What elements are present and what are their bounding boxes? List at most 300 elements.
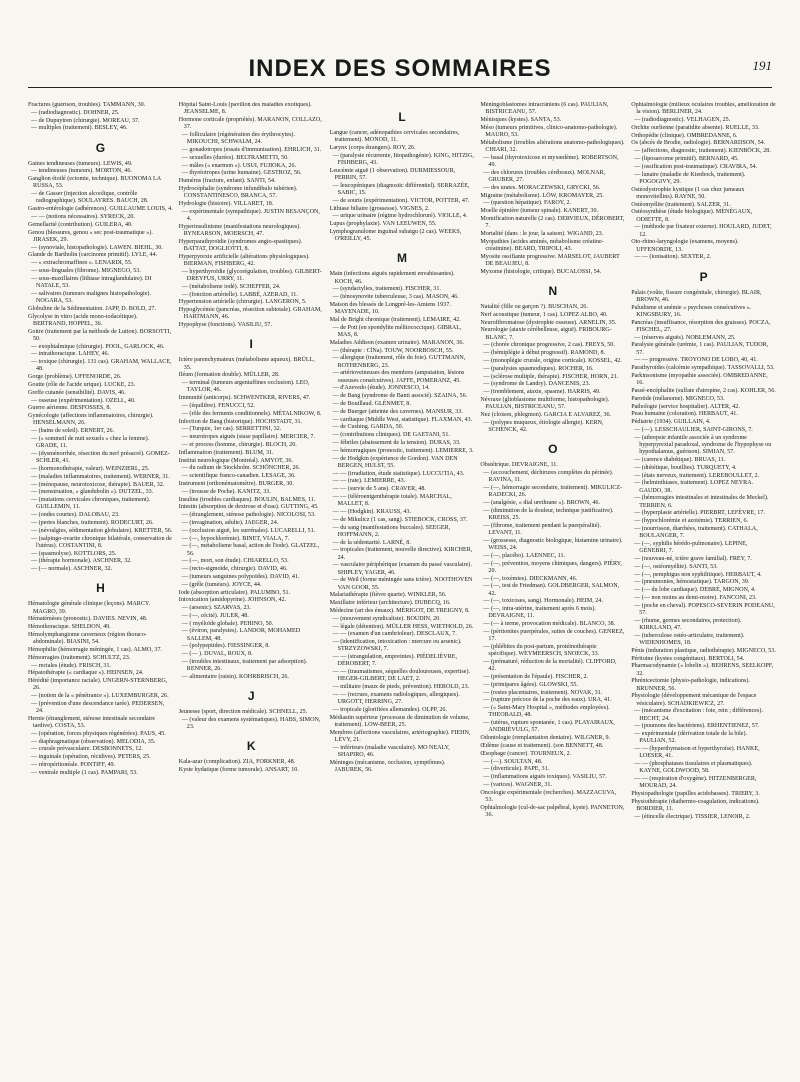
index-entry: Mal de Bright chronique (traitement). LEMAIRE, 42.: [329, 316, 461, 323]
index-entry: — — (strangulation, empreintes). PIÉDELIÈVRE, DÉROBERT, 7.: [332, 654, 457, 668]
index-entry: Intestin (absorption de dextrose et d'eau). GUTTING, 45.: [178, 504, 319, 511]
index-entry: Hémothoracique. SHELDON, 49.: [28, 624, 111, 631]
index-entry: — (primipares âgées). GLOWSKI, 55.: [483, 681, 578, 688]
index-entry: — (syndrome de Landry). DANCENIS, 23.: [483, 381, 591, 388]
index-entry: Hydrocéphalie (syndrome infundibulo tubérien). CONSTANTINESCO, BRANCA, 57.: [178, 185, 298, 200]
index-entry: — (péritonites puerpérales, suites de couches). GENREZ, 17.: [483, 628, 625, 643]
index-entry: Odontologie (remplantation dentaire). WILGNER, 9.: [480, 735, 611, 742]
index-entry: — sous-linguales (fibrome). MIGNEGO, 53.: [31, 267, 141, 274]
index-entry: Membres (affections vasculaires, artériographie). FIEHN, LÉVY, 21.: [329, 729, 471, 743]
index-entry: — urique urinaire (régime hydrochloruré). VIOLLE, 4.: [332, 213, 468, 220]
page-title: INDEX DES SOMMAIRES: [248, 55, 552, 82]
index-entry: Hématologie générale clinique (leçons). MARCY. MAGRO, 39.: [28, 601, 151, 615]
index-entry: — tropicale (glorifiées allemandes). OLPP, 26.: [332, 706, 447, 713]
index-entry: — (diminution de la douleur, technique justificative). KREISS, 25.: [483, 507, 614, 521]
index-entry: Péritoine (kystes congénitaux). BERTOLI, 54.: [631, 655, 745, 662]
index-entry: Myxome (histologie, critique). BUCALOSSI, 54.: [480, 268, 602, 275]
index-entry: — (ténosynovite tuberculeuse, 3 cas). MASON, 46.: [332, 294, 459, 301]
index-entry: Maison des blessés de Longpré-les-Amiens 1937. MAYENADE, 10.: [329, 301, 451, 316]
index-entry: — (ondes courtes). DALOBAU, 23.: [31, 512, 120, 519]
index-entry: Hémorragies (traitement). SCHULTZ, 23.: [28, 654, 131, 661]
index-entry: — — (rate). LEMIERRE, 43.: [332, 478, 406, 485]
index-entry: — (prématuré, réduction de la mortalité). CLIFFORD, 42.: [483, 658, 617, 673]
index-entry: — (identification, intoxication : mercure ou arsenic). STRZYZOWSKI, 7.: [332, 639, 462, 653]
index-entry: — thyréotropes (urine humaine). GESTROZ, 56.: [181, 170, 302, 177]
entry-list: [330, 271, 475, 774]
index-entry: Hématémèses (pronostic). DAVIES. NEVIN, 48.: [28, 616, 148, 623]
index-entry: Hormone corticale (propriétés). MARANON, COLLAZO, 37.: [178, 117, 322, 131]
index-entry: Maladies Addison (examen urinaire). MARANON, 36.: [329, 339, 464, 346]
index-entry: — des chlorures (troubles cérébraux). MOLNAR, GRUBER, 27.: [483, 169, 606, 183]
page-header: [28, 54, 772, 94]
index-entry: Instrument (orthonématomètre). BURGER, 30.: [178, 480, 294, 487]
index-entry: Infection de Bang (historique). HOCHSTADT, 31.: [178, 418, 303, 425]
index-entry: Passé-encéphalite (sulfate d'atropine, 2 cas). KOHLER, 56.: [631, 387, 776, 394]
index-entry: — (— à terme, provocation médicale). BLANCO, 38.: [483, 621, 616, 628]
index-entry: — folliculaire (régénération des érythrocytes). MIKOUCHI, SCHWALM, 24.: [181, 132, 295, 146]
section-letter: M: [396, 251, 407, 266]
index-entry: Hépatothérapie (« cardiaque »). HEINSEN, 24.: [28, 670, 144, 677]
index-entry: — (fibrome, traitement pendant la puerpéralité). LEVANT, 11.: [483, 522, 601, 536]
index-entry: — (valeur des examens systématiques). HABS, SIMON, 23.: [181, 717, 321, 731]
index-entry: — (pneumonies, hémostatique). TARGON, 39.: [634, 579, 750, 586]
entry-list: [28, 601, 173, 777]
index-entry: — « extrachromaffines ». LENARDI, 55.: [31, 260, 133, 267]
index-entry: Os (abcès de Brodie, radiologie). BERNARDSON, 54.: [631, 140, 766, 147]
entry-list: [179, 102, 324, 329]
index-entry: — (inflammations aiguës toxiques). VASILIU, 57.: [483, 774, 607, 781]
index-column-1: [28, 102, 173, 1072]
index-entry: — du radium de Stockholm. SCHÖNCHER, 26.: [181, 465, 301, 472]
index-entry: — — (ionisation). SEXTER, 2.: [634, 254, 712, 261]
index-entry: Hypophyse (fonctions). VASILIU, 57.: [178, 322, 273, 329]
index-entry: — sous-maxillaires (lithiase intraglandulaire). DI NATALE, 53.: [31, 275, 152, 289]
index-entry: — (Turquie, 1er cas). SERRETTINI, 32.: [181, 426, 282, 433]
index-entry: — (hyperplasie artérielle). PIERBRT, LEFÈVRE, 17.: [634, 510, 765, 517]
index-entry: Main (infections aiguës rapidement envahissantes). KOCH, 46.: [329, 271, 455, 285]
index-entry: — basal (thyrotoxicose et myxœdème). ROBERTSON, 49.: [483, 154, 619, 168]
index-entry: Médecine (art des émaux). MÉRIGOT, DE TREIGNY, 8.: [329, 607, 470, 614]
index-entry: Gastro-entérologie (adhérences). GUILLAUME LOUIS, 4.: [28, 206, 173, 213]
section-letter: I: [249, 337, 253, 352]
index-entry: — ( myéloïde globale). PEHINO, 50.: [181, 620, 274, 627]
index-entry: Ostéodystrophie kystique (1 cas chez jumeaux monovitellins). RAYNE, 50.: [631, 186, 745, 200]
index-entry: — — (examen d'un cambrioleur). DESCLAUX, 7.: [332, 631, 457, 638]
index-entry: — (rupture précoce de la poche des eaux). URA, 41.: [483, 697, 612, 704]
index-entry: Hyperparathyroïdie (syndromes angio-spastiques). BATTAT, DOGLIOTTI, 8.: [178, 238, 303, 252]
index-entry: Glycolyse in vitro (acide mono-iodacétique). BERTRAND, HOPPEL, 36.: [28, 313, 138, 327]
header-rule: [28, 87, 772, 88]
index-entry: — (—, mort, son étude). CHIARELLO, 53.: [181, 558, 289, 565]
index-entry: Jeunesse (sport, direction médicale). SCHNELL, 25.: [178, 709, 308, 716]
index-entry: Ostéomyélite (traitement). SALZER, 31.: [631, 201, 731, 208]
index-entry: — (liposarcome primitif). BERNARD, 45.: [634, 155, 739, 162]
index-entry: Hydrologie (histoire). VILLARET, 18.: [178, 200, 274, 207]
index-entry: Nez (cloison, phlegmon). GARCIA E ALVAREZ, 36.: [480, 411, 612, 418]
index-entry: Névraxe (glioblastome multiforme, histopathologie). PAULIAN, BISTRICEANU, 57.: [480, 396, 610, 411]
index-entry: — (— ). DUVAL, ROUX, 8.: [181, 651, 253, 658]
index-entry: — — progressive. TROYONO DE LOBO, 40, 41.: [634, 357, 758, 364]
index-entry: — (étranglement, sténose pathologie). NICOLOSI, 53.: [181, 512, 316, 519]
index-entry: Ostéosynthèse (étude biologique). MÉNÉGAUX, ODIETTE, 8.: [631, 209, 753, 223]
index-entry: — (synoviale, histopathologie). LAWEN. BIEHL, 30.: [31, 244, 163, 251]
index-entry: — militaire (maux de pieds, prévention). HEROLD, 23.: [332, 684, 470, 691]
index-entry: Globuline de la Sédimentation. JAPP, D. BOLD, 27.: [28, 305, 156, 312]
index-entry: — (maladies inflammatoires, traitement). WERNER, 31.: [31, 473, 170, 480]
index-entry: — — (recrues, examens radiologiques, allergiques). URGOTT, HERRING, 27.: [332, 691, 460, 706]
index-entry: — — (Hodgkin). KRAUSS, 43.: [332, 508, 411, 515]
index-entry: Oncologie expérimentale (recherches). MAZZACUVA, 53.: [480, 789, 617, 803]
index-entry: Pédiatrie (1934). GUILLAIN, 4.: [631, 419, 711, 426]
index-entry: Institut neurologique (Montréal). AMYOT, 36.: [178, 457, 293, 464]
index-entry: — neurotropes aiguës (stase papillaire). MERCIER, 7.: [181, 434, 315, 441]
index-entry: — de Weil (forme méningée sans ictère). NOOTHOVEN VAN GOOR, 55.: [332, 577, 473, 591]
index-entry: Myopathies (acides aminés, métabolisme créatine-créatinine). BEARD, TRIPOLI, 43.: [480, 238, 604, 252]
index-entry: — — (notions nécessaires). SYRECK, 20.: [31, 213, 135, 220]
index-entry: — (prévention d'une descendance tarée). PEDERSEN, 24.: [31, 700, 165, 715]
index-entry: — (poumons des bactériens). ERHENTIENEZ, 57.: [634, 723, 760, 730]
index-entry: — (hormonothérapie, valeur). WEINZIERL, 25.: [31, 465, 150, 472]
index-entry: — (« Saint-Mary Hospital », méthodes employées). THEOBALD, 48.: [483, 705, 610, 719]
index-entry: Paludisme et anémie « psychoses consécutives ». KINGSBURY, 16.: [631, 304, 752, 318]
index-entry: Intoxication (amidopyrine). JOHNSON, 42.: [178, 597, 287, 604]
index-entry: — ventrale multiple (1 cas). PAMPARI, 53.: [31, 769, 138, 776]
index-entry: — (invagination, adulte). JAEGER, 24.: [181, 519, 279, 526]
index-entry: — (ossification post-traumatique). CRAVIRA, 54.: [634, 163, 758, 170]
index-entry: — de la sédentarité. LARNÉ, 8.: [332, 539, 411, 546]
index-entry: — expérimentale (dérivation totale de la bile). PAULIAN, 52.: [634, 731, 748, 745]
index-entry: — de Bouillaud. GLÉNMET, 8.: [332, 400, 411, 407]
index-entry: — (utérus, rupture spontanée, 1 cas). PLAYAIRAUX, ANDRIÉVULG, 57.: [483, 720, 615, 734]
index-entry: — gonadotropes (essais d'immunisation). EHRLICH, 31.: [181, 147, 322, 153]
entry-list: [179, 357, 324, 681]
index-entry: — (restes placentaires, traitement). NOVAK, 31.: [483, 689, 603, 696]
index-entry: Parotide (mélanome). MIGNECO, 53.: [631, 395, 725, 402]
index-entry: Méso (tumeurs primitives, clinico-anatomo-pathologie). MAURO, 53.: [480, 124, 618, 138]
index-entry: Moelle épinière (tumeur spinale). KANERT, 30.: [480, 208, 599, 215]
index-entry: Gynécologie (affections inflammatoires, chirurgie). HENSELMANN, 26.: [28, 413, 154, 427]
index-entry: — toxique (chirurgie). 131 cas). GRAHAM, WALLACE, 48.: [31, 359, 172, 373]
index-entry: — (diverticule). PAPE, 31.: [483, 766, 550, 773]
index-entry: — (diététique, bouillies). TURQUETY, 4.: [634, 464, 737, 471]
index-entry: — (radiodiagnostic). VELHAGEN, 25.: [634, 117, 731, 123]
index-entry: — (notion de la « pénétrance »). LUXEMBURGER, 26.: [31, 693, 169, 700]
index-entry: Hyperpyrexie artificielle (altérations physiologiques). BIERMAN, FISHBERG, 42.: [178, 253, 310, 267]
index-entry: Hôpital Saint-Louis (pavillon des maladies exotiques). JEANSELME, 8.: [178, 102, 312, 116]
index-entry: — leucopéniques (diagnostic différentiel). SERRAZÉE, SABIC, 15.: [332, 182, 470, 196]
index-entry: — (—). SOULTAN, 48.: [483, 758, 543, 765]
index-entry: — (poche en cheval). POPESCO-SEVERIN PODEANU, 57.: [634, 602, 775, 616]
index-entry: Hernie (étranglement, sténose intestinale secondaire tardive). COSTA, 53.: [28, 715, 156, 730]
index-entry: — lunaire (maladie de Kienbock, traitement). POGOGIVY, 29.: [634, 171, 746, 185]
index-entry: — multiples (traitement). BESLEY, 46.: [31, 125, 128, 132]
entry-list: [631, 290, 776, 822]
entry-list: [631, 102, 776, 262]
index-entry: — scientifique franco-canadien. LESAGE, 36.: [181, 473, 296, 480]
index-entry: — — (téléroentgenthérapie totale). MARCHAL, MALLET, 8.: [332, 493, 452, 508]
index-entry: Hémolymphangiome caverneux (région thoraco-abdominale). BIASINI, 54.: [28, 631, 147, 646]
index-entry: — (états nerveux, traitement). LEREBOULLET, 2.: [634, 472, 760, 479]
index-entry: — (tumeurs sanguines polypoïdes). DAVID, 41.: [181, 573, 300, 580]
index-entry: — de Dupuytren (chirurgie). MOREAU, 37.: [31, 117, 140, 124]
index-entry: — — (irradiation, étude statistique). LUCCUTIA, 43.: [332, 470, 465, 477]
index-entry: Greffe cutanée (sensibilité). DAVIS, 46.: [28, 389, 126, 396]
index-entry: Phrénicectomie (physio-pathologie, indications). BRUNNER, 56.: [631, 678, 750, 692]
index-entry: — inférieurs (maladie vasculaire). MO NEALY, SHAPIRO, 46.: [332, 744, 450, 758]
index-entry: — (rôle des ferments conditionnels). MÉTALNIKOW, 8.: [181, 410, 322, 417]
index-entry: — (paralysie récurrente, Ittopathogénie). KING, HITZIG, FISHBERG, 43.: [332, 152, 474, 166]
entry-list: [330, 130, 475, 243]
index-entry: Neurologie (ataxie cérébelleuse, aiguë). FRIBOURG-BLANC, 7.: [480, 327, 612, 341]
index-entry: Œsophage (cancer). TOURNEUX, 2.: [480, 750, 572, 757]
index-entry: — (—, prévention, moyens chimiques, dangers). PIÉRY, 20.: [483, 560, 622, 574]
index-entry: — (présentation de l'épaule). FISCHER, 2.: [483, 673, 589, 680]
index-entry: — (mécanisme d'excitation : foie, rein ; différences). HECHT, 24.: [634, 708, 763, 722]
index-entry: Goutte (rôle de l'acide urique). LUCKE, 23.: [28, 381, 136, 388]
index-entry: — (nourrisson, diarrhées, traitement). CATHALA, BOULANGER, 7.: [634, 525, 758, 540]
index-entry: Hyperinsulinisme (manifestations neurologiques). RYNEARSON, MOERSCH, 47.: [178, 223, 301, 237]
index-entry: Hypertension artérielle (chirurgie). LANGERON, 5.: [178, 299, 307, 306]
index-entry: Humérus (fracture, enfant). SANTI, 54.: [178, 178, 276, 185]
index-entry: — — (respiration d'oxygène). HITZENBERGER, MOURAD, 24.: [634, 776, 757, 790]
index-entry: Orchite ourlienne (paratidite absente). RUELLE, 33.: [631, 124, 760, 131]
index-entry: — terminal (tumeurs argentaffines occlusion). LEO, TAYLOR, 46.: [181, 380, 310, 394]
index-entry: Parkinsonisme (myopathie associée). OMBREDANNE, 16.: [631, 372, 768, 387]
index-entry: Goitre (traitement par la méthode de Lutton). BORSOTTI, 50.: [28, 328, 171, 342]
index-entry: Physiopathologie (papilles acidobasses). TRIERY, 3.: [631, 791, 760, 798]
index-entry: — hyperthyroïdie (glycorégulation, troubles). GILBERT-DREYFUS, URRY, 11.: [181, 268, 322, 282]
index-entry: — (question hépatique). FAROY, 2.: [483, 200, 572, 207]
index-entry: — de Bang (syndrome de Banti associé). SZAINA, 56.: [332, 393, 468, 400]
index-entry: Peau humaine (coloration). HERBAUT, 41.: [631, 411, 738, 418]
index-entry: — osseuse (expérimentation). OZELL, 40.: [31, 397, 136, 404]
index-entry: — (—, hémorragie secondaire, traitement). MIKULICZ-RADECKI, 26.: [483, 484, 623, 499]
index-entry: Glande de Bartholin (carcinome primitif). LYLE, 44.: [28, 252, 158, 259]
index-entry: — (affections, diagnostic, traitement). KIENBÖCK, 28.: [634, 148, 771, 155]
index-entry: — (— non moins au demi-moire). FANCONI, 23.: [634, 594, 757, 601]
index-entry: Pénis (induration plastique, radiothérapie). MIGNECO, 53.: [631, 647, 776, 654]
index-entry: Myosite ossifiante progressive. MARSELOT, JAUBERT DE BEAUJEU, 8.: [480, 253, 620, 267]
index-entry: — (— du lobe cardiaque). DEBRÉ, MIGNON, 4.: [634, 587, 756, 594]
index-entry: — et process (homme, chirurgie). BLOCH, 20.: [181, 441, 297, 448]
index-entry: — (hypochlorémie et azotémie). TERRIEN, 6.: [634, 518, 749, 525]
index-entry: — sexuelles (durées). BELTRAMETTI, 50.: [181, 154, 289, 161]
index-entry: Pharmacodynamie (« lobelin »). BEHRENS, SEELKOPF, 32.: [631, 663, 774, 677]
entry-list: [28, 161, 173, 574]
index-columns: [28, 102, 776, 1072]
entry-list: [480, 462, 625, 819]
index-entry: — (salpingo-ovarite chronique bilatérale, conservation de l'utérus). COSTANTINI, 8.: [31, 535, 172, 549]
index-entry: Hémophilie (hémorragie méningée, 1 cas). ALMO, 37.: [28, 646, 163, 653]
section-letter: P: [699, 269, 708, 284]
index-entry: — (méthode par fixateur externe). HOULARD, JUDET, 12.: [634, 224, 772, 238]
index-entry: — (analgésie, « dial urethrane »). BROWN, 46.: [483, 499, 600, 506]
section-letter: J: [247, 689, 255, 704]
index-entry: — tendineuses (tumeurs). MORTON, 46.: [31, 168, 132, 175]
index-entry: — (étincelle électrique). TISSIER, LENOIR, 2.: [634, 813, 751, 820]
index-entry: Orthopédie (clinique). OMBREDANNE, 6.: [631, 132, 738, 139]
index-entry: — (carence diabétique). BRUAS, 11.: [634, 456, 726, 463]
index-entry: — (paralysies spasmodiques). ROCHER, 16.: [483, 365, 594, 372]
index-entry: Ictère parenchymateux (métabolisme aqueux). BRÜLL, 35.: [178, 357, 315, 371]
index-entry: Momification naturelle (2 cas). DERVIEUX, DÉROBERT, 7.: [480, 215, 625, 230]
index-entry: — de Buerger (atteinte des cavernes). MANSUR, 33.: [332, 408, 463, 415]
index-entry: — (hémiplégie à début progressif). RAMOND, 8.: [483, 350, 606, 357]
index-entry: — légale (détention). MÜLLER HESS, WIETHOLD, 26.: [332, 623, 474, 630]
index-entry: — (bains de soleil). ERNERT, 26.: [31, 428, 115, 435]
index-entry: Iléum (formation double). MÜLLER, 28.: [178, 372, 280, 379]
entry-list: [179, 709, 324, 731]
index-entry: — (helminthiases, traitement). LOPEZ NEYRA. GAUDO, 38.: [634, 480, 754, 494]
index-entry: — salivaires (tumeurs malignes histopathologie). NOGARA, 53.: [31, 290, 151, 304]
index-entry: Langue (cancer, adénopathies cervicales secondaires, traitement). MONOD, 11.: [329, 130, 460, 144]
index-entry: — inguinale (opération, récidives). PETERS, 25.: [31, 754, 151, 761]
index-entry: — (—, hypochlorémie). BINET, VIALA, 7.: [181, 535, 290, 542]
index-entry: — (—). LESSCHAULIER, SAINT-GIRONS, 7.: [634, 426, 753, 433]
index-entry: Méningoblastomes intracrâniens (6 cas). PAULIAN, BISTRICEANU, 57.: [480, 102, 609, 116]
index-column-2: [179, 102, 324, 1072]
index-entry: — (trousse de Poche). KANITZ, 33.: [181, 488, 271, 495]
index-entry: — (thérapie hormonale). ASCHNER, 32.: [31, 558, 132, 565]
index-entry: — (—, métabolisme basal, action de l'iode). GLATZEL, 56.: [181, 543, 320, 557]
index-entry: — — (hyperthymaison et hyperthyroïse). HANKE, LOESER, 41.: [634, 746, 760, 760]
index-entry: — des urates. MORACZEWSKI, GRYCKI, 56.: [483, 184, 601, 191]
index-entry: — (menstruation, « glandubolin »). DUTZEL, 33.: [31, 489, 154, 496]
section-letter: L: [398, 110, 406, 124]
index-entry: — expérimentale (sympathique). JUSTIN BESANÇON, 4.: [181, 208, 320, 222]
index-entry: — (radiodiagnostic). DOHNER, 25.: [31, 109, 120, 116]
index-entry: — (mutations cervicales chroniques, traitement). GUILLEMIN, 11.: [31, 497, 151, 511]
index-entry: — (pertes blanches, traitement). RODECURT, 26.: [31, 519, 154, 526]
index-entry: Genou (blessures, genou « sec post-traumatique »). JIRASEK, 29.: [28, 229, 153, 243]
index-entry: — (arsenic). SZARVAS, 23.: [181, 605, 251, 612]
index-entry: — de Hodgkin (expérience de Gordon). VAN DEN BERGEN, HULST, 55.: [332, 455, 458, 469]
index-entry: Larynx (corps étrangers). ROY, 26.: [329, 145, 416, 151]
index-entry: — mâles (« enarmon »). USUI, FUJIOKA, 26.: [181, 162, 297, 169]
index-entry: — (opération, forces physiques régénérées). PAUS, 45.: [31, 730, 166, 737]
index-entry: Médiastin supérieur (processus de diminution de volume, traitement). LOW-BEER, 25.: [329, 714, 470, 728]
section-letter: N: [548, 283, 558, 298]
page-number: 191: [752, 58, 772, 73]
index-entry: Paralysie générale (urémie, 1 cas). PAULIAN, TUDOR, 57.: [631, 342, 769, 356]
index-entry: — alimentaire (raisin). KOHRBRISCH, 26.: [181, 674, 289, 681]
index-entry: Palais (voûte, fissure congénitale, chirurgie). BLAIR, BROWN, 46.: [631, 289, 762, 303]
index-entry: — (troubles intestinaux, traitement par adsorption). RENNER, 26.: [181, 659, 308, 673]
index-entry: Pathologie (service hospitalier). ALTER, 42.: [631, 403, 740, 410]
index-entry: — — (survie de 5 ans). CRAVER, 48.: [332, 486, 426, 493]
entry-list: [480, 102, 625, 276]
index-entry: Gorge (problème). UFFENORDE, 26.: [28, 374, 122, 381]
section-letter: G: [95, 140, 106, 155]
index-entry: Fractures (guérison, troubles). TAMMANN, 30.: [28, 102, 146, 108]
index-entry: Œdème (cause et traitement). (son BENNETT, 48.: [480, 742, 604, 749]
index-entry: Mortalité (dans : le jour, la saison). WIGAND, 23.: [480, 230, 604, 237]
index-entry: Natalité (fille ou garçon ?). BUSCHAN, 26.: [480, 303, 588, 310]
index-entry: — (hémorragies intestinales et intestinales de Meckel). TERRIEN, 6.: [634, 495, 769, 509]
index-entry: — du sang (manifestations buccales). SEEGER, HOFFMANN, 2.: [332, 524, 451, 538]
index-entry: — (rhume, germes secondaires, protection). KIRKLAND, 47.: [634, 617, 742, 631]
index-entry: Malariathérapie (fièvre quarte). WINKLER, 56.: [329, 592, 447, 599]
index-column-3: [330, 102, 475, 1072]
index-entry: — exophtalmique (chirurgie). POOL, GARLOCK, 46.: [31, 343, 165, 350]
index-entry: Ophtalmologie (milieux oculaires troubles, amélioration de la vision). BERLINER, 24.: [631, 102, 776, 116]
index-entry: — (tuberculose ostéo-articulaire, traitement). WIDENHOMES, 18.: [634, 632, 745, 646]
index-entry: Ménisques (kystes). SANTA, 53.: [480, 117, 562, 123]
entry-list: [28, 102, 173, 133]
index-entry: — — (phosphatases tissulaires et plasmatiques). KAYNE, GOLDWOOD, 58.: [634, 761, 753, 775]
index-entry: Lymphogranulome inguinal subaigu (2 cas). WEEKS, O'REILLY, 45.: [329, 228, 462, 243]
section-letter: K: [246, 739, 256, 754]
index-entry: Lithiase biliaire (grossesse). VIGNES, 2.: [329, 205, 430, 212]
index-entry: — fébriles (abaissement de la tension). DURAS, 33.: [332, 439, 461, 446]
index-entry: — (monoplégie crurale, origine corticale). KOSSEL, 42.: [483, 357, 622, 364]
index-entry: — rectales (étude). FRISCH, 31.: [31, 662, 112, 669]
index-entry: Pancréas (insuffisance, résorption des graisses). POCZA, FISCHEL, 27.: [631, 319, 771, 333]
index-entry: — crurale prévasculaire. DESBONNETS, 12.: [31, 746, 143, 753]
index-entry: — (—, test de Friedman). GOLDBERGER, SALMON, 42.: [483, 583, 620, 597]
index-entry: — (grêle (tumeurs). JOYCE, 44.: [181, 581, 262, 588]
index-entry: — (— normale). ASCHNER, 32.: [31, 566, 113, 573]
index-entry: Maxillaire inférieur (architecture). DUBECQ, 16.: [329, 600, 451, 607]
index-entry: — (—, toxicoses, sang). Hormonale). HEIM, 24.: [483, 598, 603, 605]
index-column-4: [480, 102, 625, 1072]
index-entry: — (—, placébo). LAENNEC, 11.: [483, 552, 566, 559]
index-entry: Iode (absorption articulaire). PALUMBO, 51.: [178, 589, 291, 596]
index-entry: — d'Azevedo (étude). JONNESCO, 14.: [332, 385, 430, 392]
index-entry: — (polypeptides). FIESSINGER, 8.: [181, 643, 270, 650]
index-entry: — (—, syphilis hérédo-pulmonaire). LEPINE, GÉNEBRI, 7.: [634, 540, 748, 555]
index-entry: — de Pott (en spondylite mélitococcique). GIBRAL, MAS, 8.: [332, 324, 462, 338]
index-entry: — (grossesse, diagnostic biologique, histamine urinaire). WEISS, 24.: [483, 537, 623, 551]
index-entry: Hérédité (importance raciale). UNGERN-STERNBERG, 26.: [28, 678, 168, 692]
index-entry: — (névralgies, sédimentation globulaire). KRETTER, 56.: [31, 527, 173, 534]
index-entry: Hypoglycémie (pancréas, résection subtotale). GRAHAM, HARTMANN, 46.: [178, 307, 322, 321]
index-entry: Ganglion étoilé (ectomie, technique). BUONOMA LA RUSSA, 53.: [28, 176, 161, 190]
index-entry: — rétropéritonéale. PONTIFF, 49.: [31, 762, 116, 769]
index-entry: — (métabolisme iodé). SCHEFFER, 24.: [181, 283, 281, 290]
index-entry: — vasculaire périphérique (examen du passé vasculaire). SHIPLEY, YAGER, 46.: [332, 562, 472, 576]
index-entry: — (occlusion aiguë, les surrénales). LUCARELLI, 51.: [181, 527, 316, 534]
index-entry: — hémorragiques (pronostic, traitement). LEMIERRE, 3.: [332, 447, 474, 454]
index-entry: — allergique (traitement, rôle du foie). GUTTMANN, ROTHENBERG, 23.: [332, 355, 466, 369]
index-entry: Méninges (mécanisme, occlusion, symptômes). JABUREK, 56.: [329, 759, 446, 773]
index-entry: — (polypes muqueux, étiologie allergie). KERN, SCHENCK, 42.: [483, 419, 604, 433]
index-entry: — (—, pemphigus non syphilitique). HERBAUT, 4.: [634, 571, 762, 578]
index-entry: Insuline (troubles cardiaques). BOULIN, BALMES, 11.: [178, 496, 316, 503]
section-letter: O: [548, 442, 558, 457]
index-entry: — (—, intra-utérine, traitement après 6 mois). DEVRAIGNE, 11.: [483, 606, 596, 620]
index-entry: — cardiaque (Middle West, statistique). FLAXMAN, 43.: [332, 416, 473, 423]
index-entry: Neurofibromatose (dystrophie osseuse). ARNELIN, 35.: [480, 319, 617, 326]
index-entry: — artérioveineuses des membres (amputation, lésions osseuses consécutives). JAFFE, POMERANZ, 45.: [332, 370, 465, 384]
index-entry: Parathyroïdes (calcémie sympathique). TASSOVALLI, 53.: [631, 365, 775, 372]
index-entry: Gemellarité (contribution). GUILERA, 40.: [28, 221, 133, 228]
index-entry: — (contributions cliniques). DE GAETANI, 51.: [332, 432, 450, 439]
index-entry: — (équilibre). FENUCCI, 52.: [181, 402, 255, 409]
index-entry: Physiothérapie (diathermo-coagulation, indications). BORDIER, 11.: [631, 798, 760, 813]
entry-list: [480, 304, 625, 434]
index-entry: — (spasmolyse). KOTTLORS, 25.: [31, 550, 117, 557]
index-entry: Gaines tendineuses (tumeurs). LEWIS, 49.: [28, 160, 133, 167]
index-entry: Guerre aérienne. DESFOSSES, 8.: [28, 405, 111, 412]
index-entry: — (« sommeil de nuit sexuels » chez la femme). GRADE, 11.: [31, 435, 150, 450]
index-entry: Obstétrique. DEVRAIGNE, 11.: [480, 462, 558, 469]
index-entry: — (tremblement, ataxie, spasme). HARRIS, 49.: [483, 389, 601, 396]
index-entry: — (recto-sigmoïde, chirurgie). DAVID, 46.: [181, 566, 288, 573]
index-entry: Lupus (prophylaxie). VAN LEEUWEN, 55.: [329, 221, 437, 228]
index-entry: — (fonction artérielle). LABBÉ, AZERAD, 11.: [181, 291, 298, 298]
index-entry: — de Mikulicz (1 cas, sang). STIEBOCK, CROSS, 37.: [332, 516, 468, 523]
